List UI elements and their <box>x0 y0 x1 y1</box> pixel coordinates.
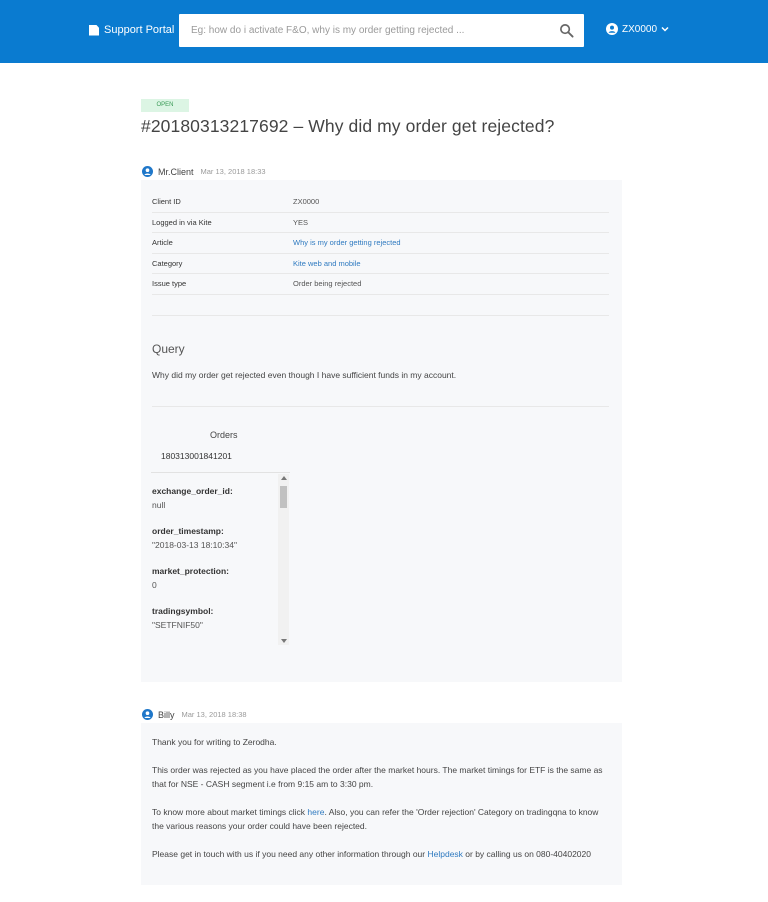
account-label: ZX0000 <box>622 23 658 35</box>
order-field-key: tradingsymbol: <box>152 606 214 616</box>
meta-key: Issue type <box>152 279 187 289</box>
table-row <box>152 233 609 254</box>
message-date: Mar 13, 2018 18:38 <box>181 710 247 719</box>
order-field <box>151 606 290 630</box>
message-author-row <box>142 166 266 177</box>
brand-label: Support Portal <box>104 24 175 36</box>
order-field-key: order_timestamp: <box>152 526 224 536</box>
helpdesk-link[interactable]: Helpdesk <box>427 849 463 859</box>
message-panel <box>141 180 622 682</box>
meta-key: Article <box>152 238 173 248</box>
reply-text: To know more about market timings click <box>152 807 308 817</box>
reply-author-row <box>142 709 247 720</box>
search-input[interactable] <box>179 14 539 47</box>
order-field-value: null <box>152 500 166 510</box>
account-menu[interactable] <box>606 23 669 35</box>
page-title: #20180313217692 – Why did my order get rejected? <box>141 116 555 136</box>
orders-label: Orders <box>210 430 238 440</box>
meta-key: Client ID <box>152 197 181 207</box>
order-field-value: "2018-03-13 18:10:34" <box>152 540 237 550</box>
user-circle-icon <box>142 166 153 177</box>
query-text: Why did my order get rejected even though I have sufficient funds in my account. <box>152 370 457 380</box>
category-link[interactable]: Kite web and mobile <box>293 258 361 268</box>
meta-key: Logged in via Kite <box>152 217 212 227</box>
search-icon[interactable] <box>559 23 574 38</box>
reply-paragraph: Thank you for writing to Zerodha. <box>152 737 277 747</box>
scrollbar[interactable] <box>278 474 289 645</box>
document-icon <box>89 25 99 36</box>
order-field <box>151 566 290 590</box>
order-field <box>151 486 290 510</box>
status-badge: OPEN <box>141 99 189 112</box>
support-portal-link[interactable] <box>89 22 174 38</box>
order-field-value: 0 <box>152 580 157 590</box>
table-row <box>152 192 609 213</box>
order-field-key: exchange_order_id: <box>152 486 233 496</box>
order-field <box>151 526 290 550</box>
order-details-scroll[interactable] <box>151 472 290 645</box>
meta-value: YES <box>293 217 309 227</box>
ticket-meta-table <box>152 192 609 295</box>
user-circle-icon <box>606 23 618 35</box>
reply-paragraph <box>152 805 612 833</box>
reply-text: . Also, you can refer the 'Order rejection' Category on tradingqna to know the various reasons your order could have been rejected. <box>152 807 599 831</box>
scroll-thumb[interactable] <box>280 486 287 508</box>
search-box <box>179 14 584 47</box>
reply-text: Please get in touch with us if you need any other information through our <box>152 849 428 859</box>
reply-paragraph <box>152 847 612 861</box>
message-date: Mar 13, 2018 18:33 <box>200 167 266 176</box>
article-link[interactable]: Why is my order getting rejected <box>293 238 401 248</box>
order-field-key: market_protection: <box>152 566 229 576</box>
table-row <box>152 274 609 295</box>
reply-panel <box>141 723 622 885</box>
reply-paragraph: This order was rejected as you have placed the order after the market hours. The market timings for ETF is the same as that for NSE - CASH segment i.e from 9:15 am to 3:30 pm. <box>152 765 603 789</box>
scroll-up-icon[interactable] <box>281 476 287 480</box>
query-heading: Query <box>152 342 185 356</box>
divider <box>152 406 609 407</box>
meta-value: Order being rejected <box>293 279 362 289</box>
market-timings-link[interactable]: here <box>307 807 325 817</box>
table-row <box>152 254 609 275</box>
meta-value: ZX0000 <box>293 197 320 207</box>
user-circle-icon <box>142 709 153 720</box>
divider <box>152 315 609 316</box>
meta-key: Category <box>152 258 183 268</box>
top-header <box>0 0 768 63</box>
order-field-value: "SETFNIF50" <box>152 620 203 630</box>
author-name: Mr.Client <box>158 166 194 177</box>
author-name: Billy <box>158 709 175 720</box>
order-id: 180313001841201 <box>161 451 232 461</box>
chevron-down-icon <box>661 25 669 33</box>
reply-text: or by calling us on 080-40402020 <box>462 849 591 859</box>
reply-body <box>152 735 612 875</box>
scroll-down-icon[interactable] <box>281 639 287 643</box>
table-row <box>152 213 609 234</box>
